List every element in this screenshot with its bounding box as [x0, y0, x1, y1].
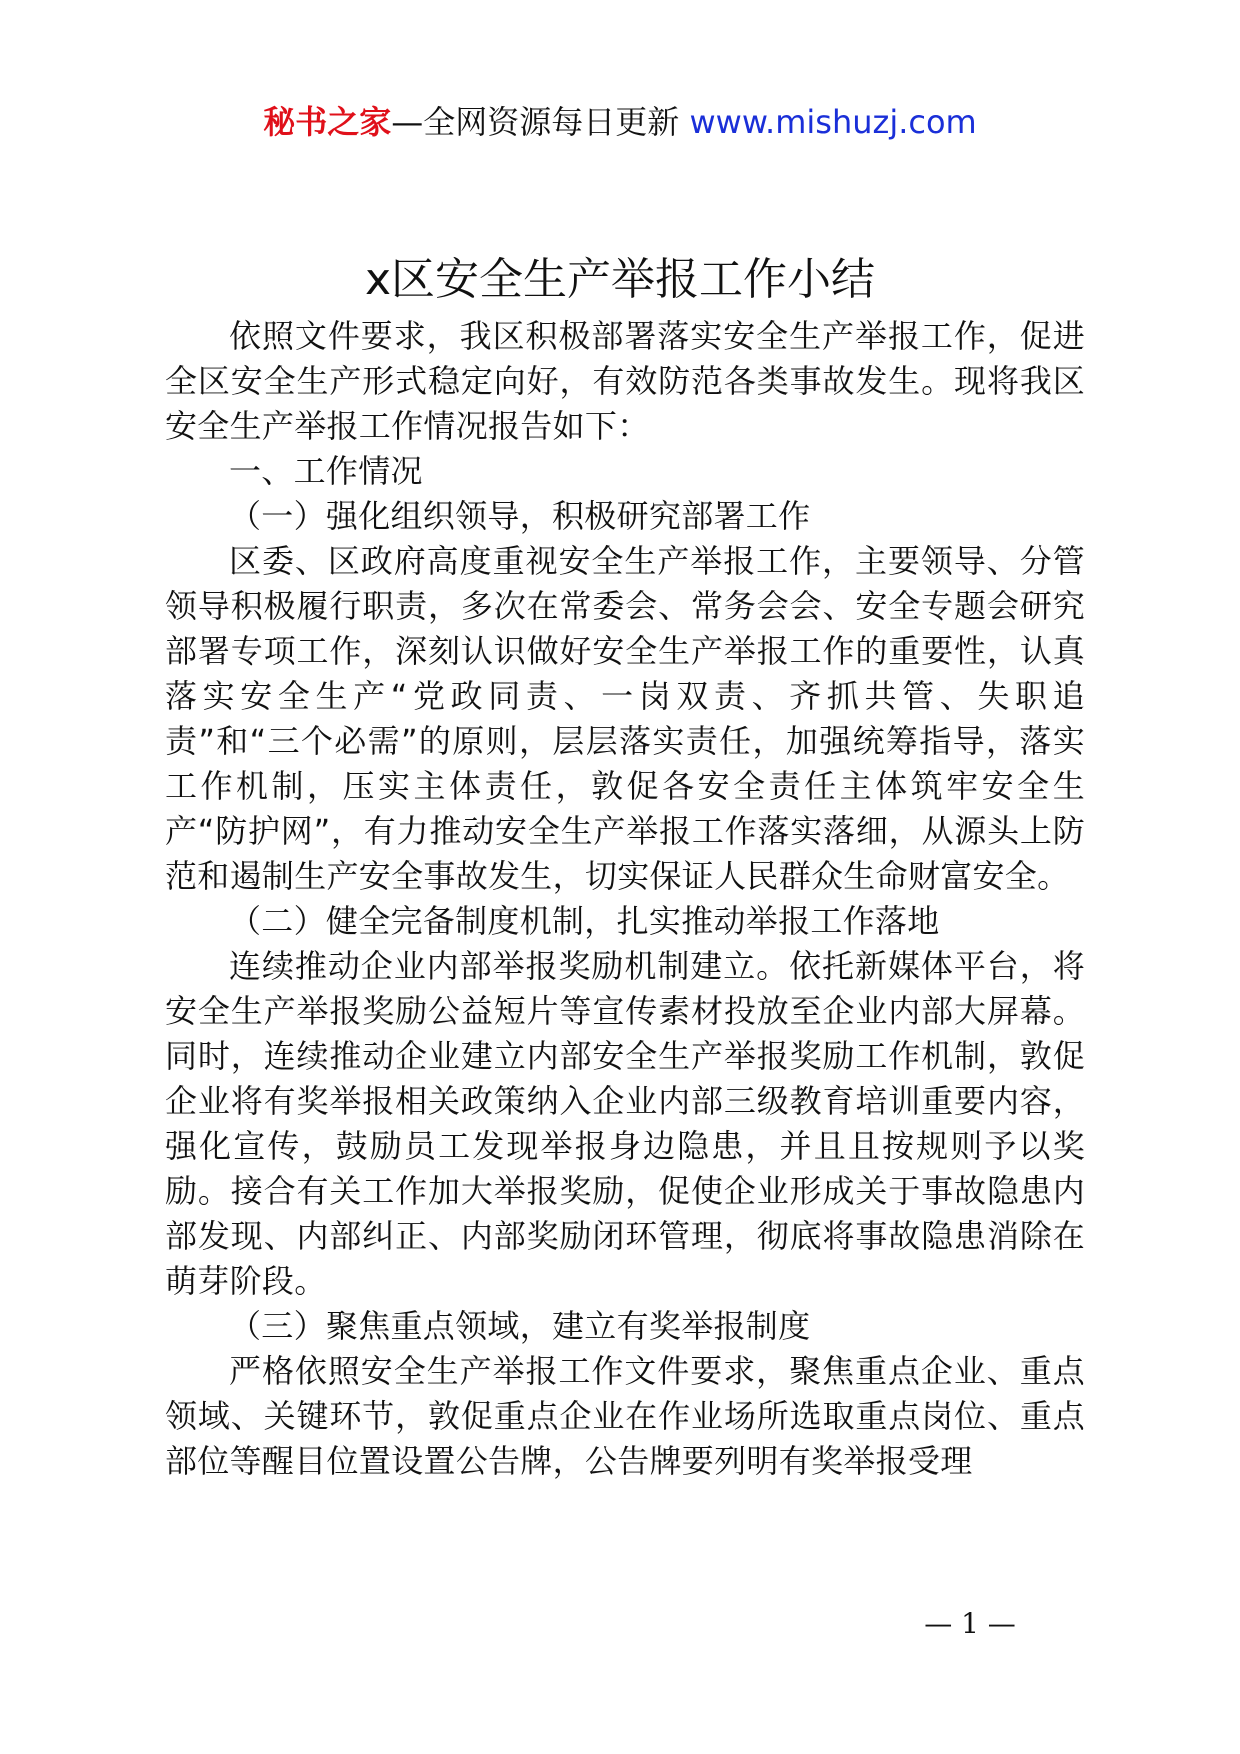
- site-header: [0, 100, 1240, 144]
- page-number: — 1 —: [924, 1607, 1016, 1640]
- site-url-link[interactable]: www.mishuzj.com: [689, 103, 977, 141]
- document-title: x区安全生产举报工作小结: [364, 254, 876, 305]
- subsection-heading-2: （二）健全完备制度机制，扎实推动举报工作落地: [229, 902, 940, 940]
- site-brand: 秘书之家: [263, 103, 392, 141]
- document-body: [165, 314, 1085, 1484]
- subsection-heading-3: （三）聚焦重点领域，建立有奖举报制度: [229, 1307, 811, 1345]
- subsection-heading-1: （一）强化组织领导，积极研究部署工作: [229, 497, 811, 535]
- subsection-body-2: 连续推动企业内部举报奖励机制建立。依托新媒体平台，将安全生产举报奖励公益短片等宣传素材投放至企业内部大屏幕。同时，连续推动企业建立内部安全生产举报奖励工作机制，敦促企业将有奖举报相关政策纳入企业内部三级教育培训重要内容，强化宣传，鼓励员工发现举报身边隐患，并且且按规则予以奖励。接合有关工作加大举报奖励，促使企业形成关于事故隐患内部发现、内部纠正、内部奖励闭环管理，彻底将事故隐患消除在萌芽阶段。: [165, 947, 1085, 1300]
- section-heading-work-status: 一、工作情况: [229, 452, 423, 490]
- subsection-body-1: 区委、区政府高度重视安全生产举报工作，主要领导、分管领导积极履行职责，多次在常委会、常务会会、安全专题会研究部署专项工作，深刻认识做好安全生产举报工作的重要性，认真落实安全生产“党政同责、一岗双责、齐抓共管、失职追责”和“三个必需”的原则，层层落实责任，加强统筹指导，落实工作机制，压实主体责任，敦促各安全责任主体筑牢安全生产“防护网”，有力推动安全生产举报工作落实落细，从源头上防范和遏制生产安全事故发生，切实保证人民群众生命财富安全。: [165, 542, 1085, 895]
- subsection-body-3: 严格依照安全生产举报工作文件要求，聚焦重点企业、重点领域、关键环节，敦促重点企业在作业场所选取重点岗位、重点部位等醒目位置设置公告牌，公告牌要列明有奖举报受理: [165, 1352, 1085, 1480]
- site-tagline: —全网资源每日更新: [391, 103, 680, 141]
- intro-paragraph: 依照文件要求，我区积极部署落实安全生产举报工作，促进全区安全生产形式稳定向好，有效防范各类事故发生。现将我区安全生产举报工作情况报告如下：: [165, 317, 1085, 445]
